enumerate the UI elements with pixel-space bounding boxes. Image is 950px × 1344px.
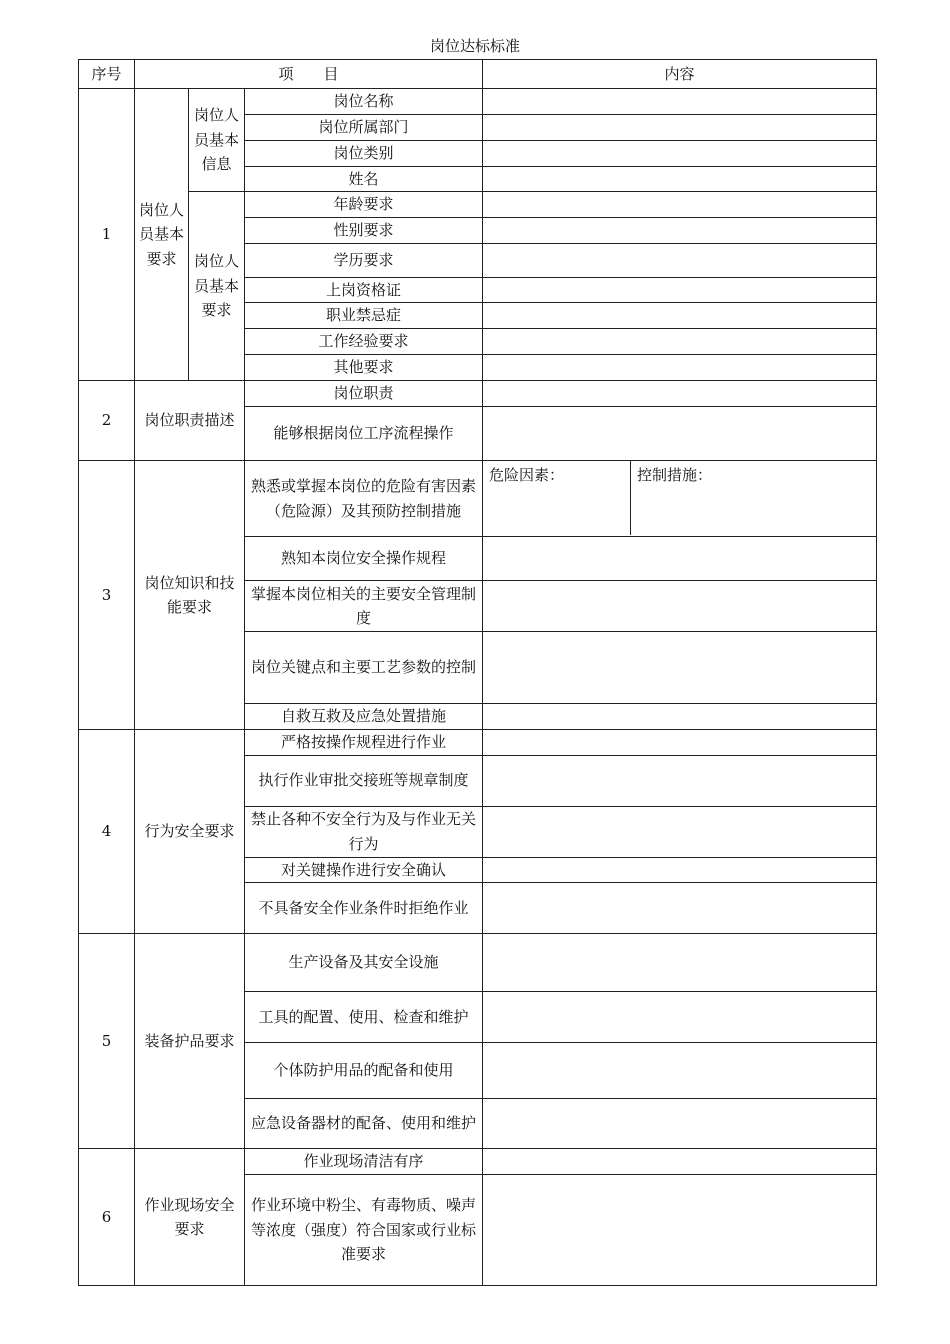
table-row [79,730,877,756]
header-no: 序号 [79,60,135,89]
item-label: 岗位职责 [245,381,483,407]
content-cell[interactable] [483,407,877,461]
item-label: 其他要求 [245,355,483,381]
group-basic-req: 岗位人员基本要求 [189,192,245,381]
content-cell[interactable] [483,277,877,303]
content-cell[interactable] [483,141,877,167]
item-label: 岗位名称 [245,89,483,115]
item-label: 熟悉或掌握本岗位的危险有害因素（危险源）及其预防控制措施 [245,461,483,537]
item-label: 自救互救及应急处置措施 [245,704,483,730]
content-cell[interactable] [483,1043,877,1099]
hazard-control-split [483,461,876,535]
table-row [79,461,877,537]
content-cell[interactable] [483,218,877,244]
content-cell[interactable] [483,329,877,355]
content-cell[interactable] [483,992,877,1043]
content-cell[interactable] [483,1149,877,1175]
table-row [79,1149,877,1175]
item-label: 岗位所属部门 [245,115,483,141]
header-row [79,60,877,89]
section-1-name: 岗位人员基本要求 [135,89,189,381]
control-measures-label: 控制措施： [637,466,713,484]
content-cell[interactable] [483,1175,877,1286]
section-5-no: 5 [79,934,135,1149]
item-label: 应急设备器材的配备、使用和维护 [245,1099,483,1149]
section-1-no: 1 [79,89,135,381]
content-cell[interactable] [483,934,877,992]
section-4-no: 4 [79,730,135,934]
table-row [79,192,877,218]
item-label: 执行作业审批交接班等规章制度 [245,755,483,806]
section-3-no: 3 [79,461,135,730]
content-cell[interactable] [483,704,877,730]
header-content: 内容 [483,60,877,89]
item-label: 生产设备及其安全设施 [245,934,483,992]
content-cell[interactable] [483,806,877,857]
hazard-factors-label: 危险因素： [483,461,631,535]
content-cell[interactable] [483,857,877,883]
header-item: 项 目 [135,60,483,89]
content-cell[interactable] [483,89,877,115]
item-label: 工作经验要求 [245,329,483,355]
section-4-name: 行为安全要求 [135,730,245,934]
item-label: 禁止各种不安全行为及与作业无关行为 [245,806,483,857]
content-cell[interactable] [483,730,877,756]
content-cell[interactable] [483,355,877,381]
item-label: 掌握本岗位相关的主要安全管理制度 [245,581,483,632]
section-2-name: 岗位职责描述 [135,381,245,461]
item-label: 姓名 [245,166,483,192]
content-cell[interactable] [483,537,877,581]
table-row [79,381,877,407]
section-3-name: 岗位知识和技能要求 [135,461,245,730]
item-label: 上岗资格证 [245,277,483,303]
content-cell[interactable] [483,381,877,407]
item-label: 熟知本岗位安全操作规程 [245,537,483,581]
content-cell[interactable] [483,755,877,806]
group-basic-info: 岗位人员基本信息 [189,89,245,192]
item-label: 个体防护用品的配备和使用 [245,1043,483,1099]
content-cell[interactable] [483,883,877,934]
item-label: 严格按操作规程进行作业 [245,730,483,756]
item-label: 工具的配置、使用、检查和维护 [245,992,483,1043]
standards-table [78,59,877,1286]
content-cell[interactable] [483,581,877,632]
content-cell[interactable] [483,115,877,141]
item-label: 岗位关键点和主要工艺参数的控制 [245,632,483,704]
item-label: 职业禁忌症 [245,303,483,329]
item-label: 不具备安全作业条件时拒绝作业 [245,883,483,934]
content-cell-split[interactable] [483,461,877,537]
item-label: 能够根据岗位工序流程操作 [245,407,483,461]
content-cell[interactable] [483,632,877,704]
section-5-name: 装备护品要求 [135,934,245,1149]
table-row [79,89,877,115]
content-cell[interactable] [483,303,877,329]
content-cell[interactable] [483,1099,877,1149]
content-cell[interactable] [483,192,877,218]
item-label: 年龄要求 [245,192,483,218]
item-label: 学历要求 [245,243,483,277]
table-row [79,934,877,992]
content-cell[interactable] [483,166,877,192]
section-2-no: 2 [79,381,135,461]
item-label: 岗位类别 [245,141,483,167]
content-cell[interactable] [483,243,877,277]
section-6-no: 6 [79,1149,135,1286]
section-6-name: 作业现场安全要求 [135,1149,245,1286]
item-label: 性别要求 [245,218,483,244]
item-label: 作业现场清洁有序 [245,1149,483,1175]
item-label: 作业环境中粉尘、有毒物质、噪声等浓度（强度）符合国家或行业标准要求 [245,1175,483,1286]
document-title: 岗位达标标准 [429,37,520,55]
item-label: 对关键操作进行安全确认 [245,857,483,883]
